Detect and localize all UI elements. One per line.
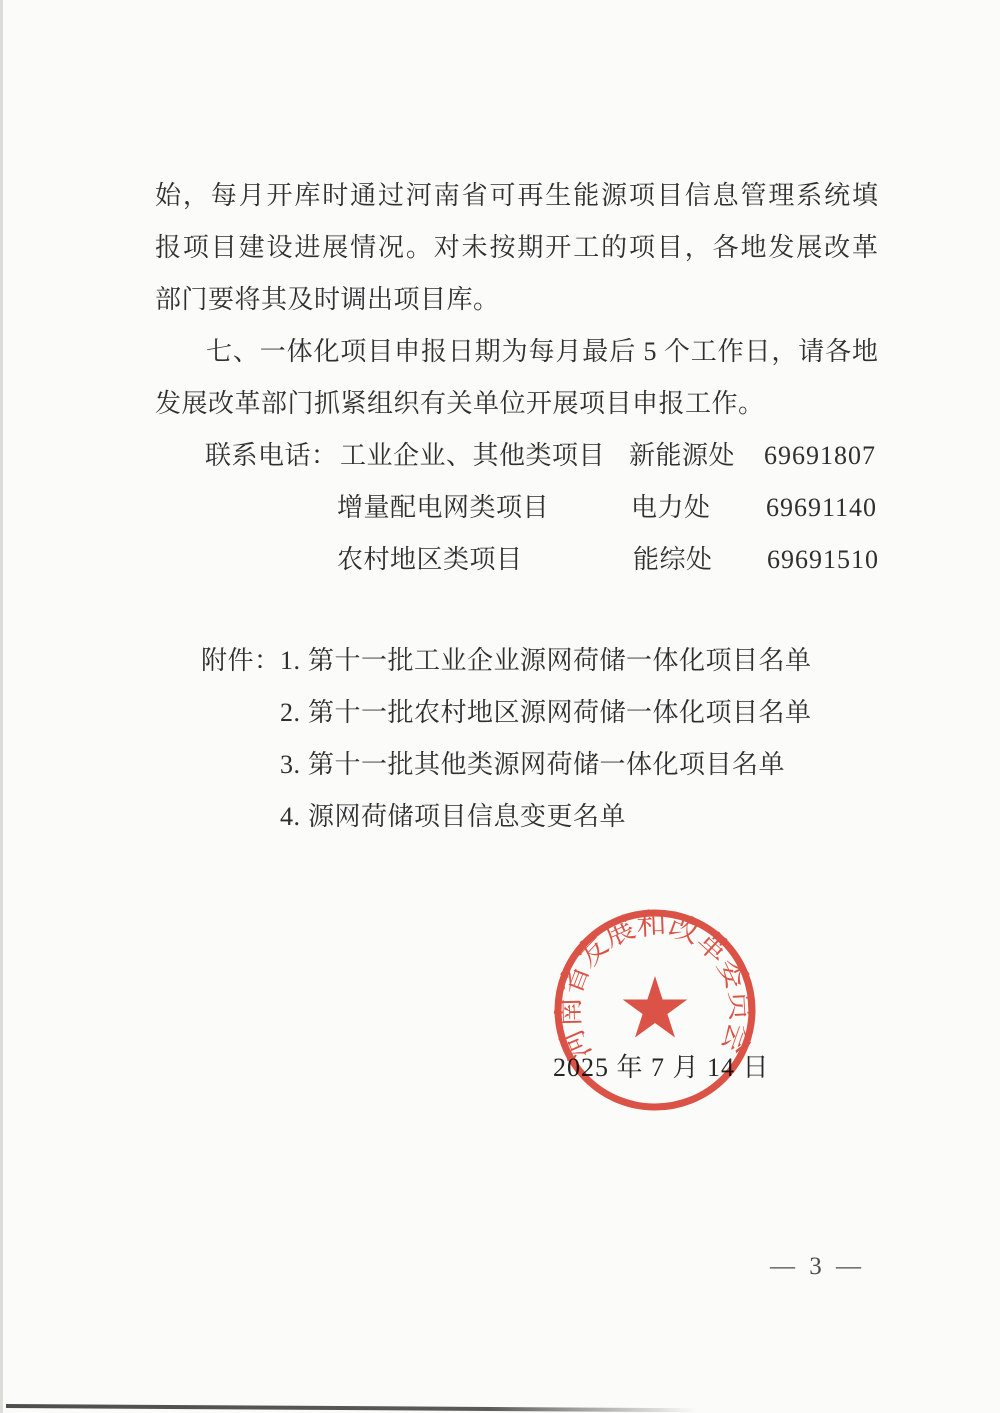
contact-row [0, 430, 1000, 482]
contact-phone: 69691140 [766, 493, 878, 522]
attachments-label: 附件： [201, 646, 281, 675]
paragraph-line: 始，每月开库时通过河南省可再生能源项目信息管理系统填 [155, 181, 878, 210]
attachment-item-number: 3. [280, 750, 301, 779]
attachment-item-title: 第十一批工业企业源网荷储一体化项目名单 [308, 646, 812, 675]
page-number: — 3 — [770, 1253, 865, 1280]
attachment-item-number: 1. [280, 646, 301, 675]
attachment-item-number: 4. [280, 802, 301, 831]
contact-phone: 69691510 [767, 545, 879, 574]
attachment-item-number: 2. [280, 698, 301, 727]
attachment-row [0, 635, 1000, 687]
contact-row [0, 534, 1000, 586]
contact-department: 电力处 [631, 493, 711, 522]
seal-star-icon [623, 976, 688, 1038]
issue-date: 2025 年 7 月 14 日 [553, 1053, 770, 1082]
attachment-row [0, 687, 1000, 739]
official-seal [543, 898, 767, 1122]
paragraph-line: 发展改革部门抓紧组织有关单位开展项目申报工作。 [155, 389, 765, 418]
contact-project-type: 工业企业、其他类项目 [340, 441, 606, 470]
scan-edge-bottom [6, 1404, 696, 1412]
attachment-row [0, 791, 1000, 843]
attachment-row [0, 739, 1000, 791]
contact-phone: 69691807 [764, 441, 876, 470]
paragraph-line: 七、一体化项目申报日期为每月最后 5 个工作日，请各地 [206, 337, 878, 366]
seal-org-text: 河南省发展和改革委员会 [552, 907, 758, 1065]
attachment-item-title: 源网荷储项目信息变更名单 [308, 802, 627, 831]
contact-project-type: 增量配电网类项目 [337, 493, 550, 522]
contact-row [0, 482, 1000, 534]
contact-department: 新能源处 [629, 441, 736, 470]
paragraph-line: 报项目建设进展情况。对未按期开工的项目，各地发展改革 [155, 233, 878, 262]
paragraph-line: 部门要将其及时调出项目库。 [155, 285, 500, 314]
contact-project-type: 农村地区类项目 [337, 545, 523, 574]
contact-label: 联系电话： [205, 441, 338, 470]
attachment-item-title: 第十一批农村地区源网荷储一体化项目名单 [308, 698, 812, 727]
attachment-item-title: 第十一批其他类源网荷储一体化项目名单 [308, 750, 786, 779]
contact-department: 能综处 [633, 545, 713, 574]
